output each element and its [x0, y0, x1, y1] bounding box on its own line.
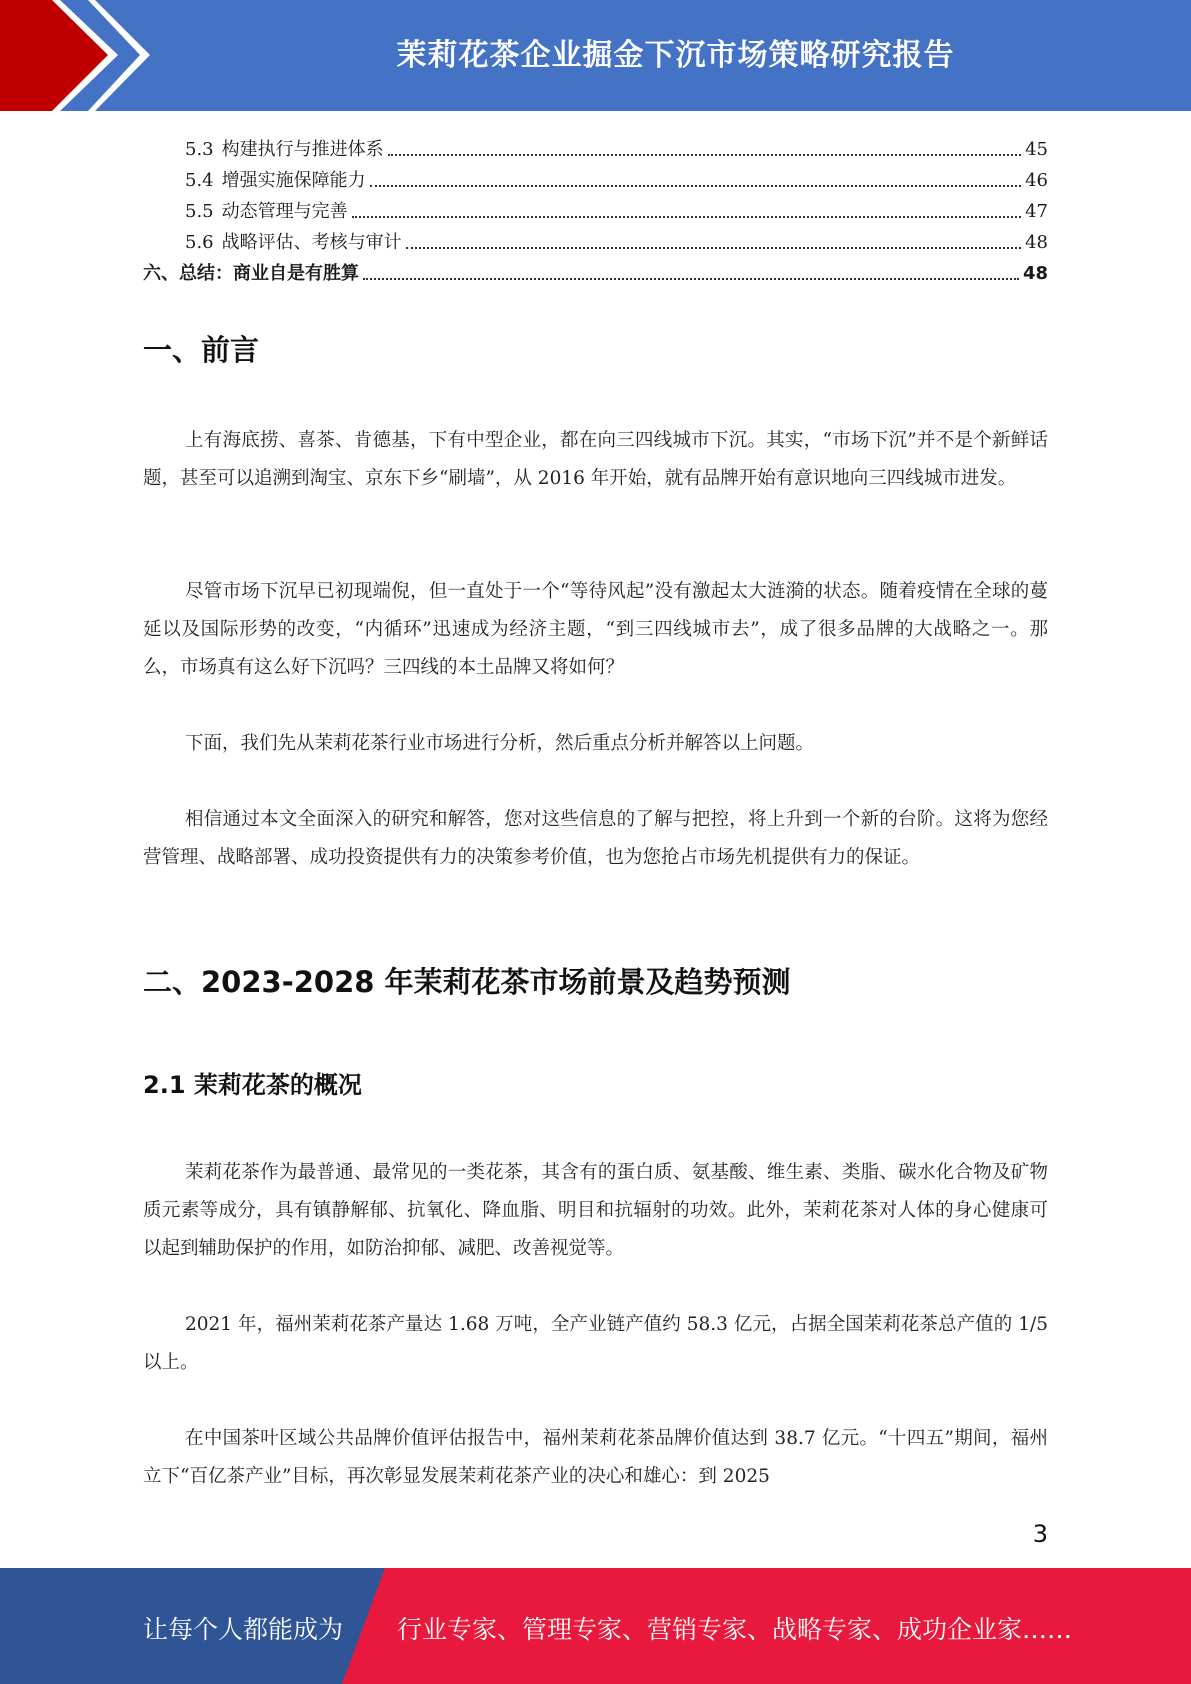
toc-label: 构建执行与推进体系: [221, 139, 384, 160]
toc-page-number: 46: [1025, 170, 1048, 191]
paragraph: 上有海底捞、喜茶、肯德基，下有中型企业，都在向三四线城市下沉。其实，“市场下沉”并不是个新鲜话题，甚至可以追溯到淘宝、京东下乡“刷墙”，从 2016 年开始，就有品牌开始有意识地向三四线城市进发。: [143, 430, 1048, 489]
subsection-heading: 2.1 茉莉花茶的概况: [143, 1071, 362, 1099]
toc-leader-dots: [388, 154, 1021, 156]
section-heading: 二、2023-2028 年茉莉花茶市场前景及趋势预测: [143, 965, 791, 999]
page-header: [0, 0, 1191, 111]
toc-number: 5.6: [185, 232, 214, 253]
toc-leader-dots: [363, 278, 1019, 280]
toc-entry[interactable]: [143, 192, 1048, 223]
toc-number: 5.5: [185, 201, 214, 222]
paragraph: 尽管市场下沉早已初现端倪，但一直处于一个“等待风起”没有激起太大涟漪的状态。随着疫情在全球的蔓延以及国际形势的改变，“内循环”迅速成为经济主题，“到三四线城市去”，成了很多品牌的大战略之一。那么，市场真有这么好下沉吗？三四线的本土品牌又将如何？: [143, 581, 1048, 678]
toc-page-number: 47: [1025, 201, 1048, 222]
toc-page-number: 48: [1025, 232, 1048, 253]
toc-entry-main[interactable]: [143, 254, 1048, 285]
paragraph: 茉莉花茶作为最普通、最常见的一类花茶，其含有的蛋白质、氨基酸、维生素、类脂、碳水化合物及矿物质元素等成分，具有镇静解郁、抗氧化、降血脂、明目和抗辐射的功效。此外，茉莉花茶对人体的身心健康可以起到辅助保护的作用，如防治抑郁、减肥、改善视觉等。: [143, 1162, 1048, 1259]
toc-entry[interactable]: [143, 223, 1048, 254]
table-of-contents: [143, 130, 1048, 285]
section-heading: 一、前言: [143, 333, 260, 367]
paragraph: 相信通过本文全面深入的研究和解答，您对这些信息的了解与把控，将上升到一个新的台阶。这将为您经营管理、战略部署、成功投资提供有力的决策参考价值，也为您抢占市场先机提供有力的保证。: [143, 809, 1048, 868]
footer-slogan-right: 行业专家、管理专家、营销专家、战略专家、成功企业家……: [397, 1615, 1073, 1644]
toc-leader-dots: [406, 247, 1021, 249]
toc-label: 战略评估、考核与审计: [221, 232, 402, 253]
toc-entry[interactable]: [143, 130, 1048, 161]
toc-label: 增强实施保障能力: [221, 170, 366, 191]
red-arrow-logo: [0, 0, 160, 111]
toc-number: 5.3: [185, 139, 214, 160]
paragraph: 下面，我们先从茉莉花茶行业市场进行分析，然后重点分析并解答以上问题。: [185, 733, 815, 754]
footer-slogan-left: 让每个人都能成为: [143, 1615, 344, 1644]
toc-leader-dots: [352, 216, 1021, 218]
toc-number: 5.4: [185, 170, 214, 191]
report-title: 茉莉花茶企业掘金下沉市场策略研究报告: [396, 38, 955, 73]
page-footer: [0, 1568, 1191, 1684]
toc-label: 动态管理与完善: [221, 201, 348, 222]
toc-page-number: 48: [1022, 263, 1048, 284]
toc-entry[interactable]: [143, 161, 1048, 192]
paragraph: 在中国茶叶区域公共品牌价值评估报告中，福州茉莉花茶品牌价值达到 38.7 亿元。“十四五”期间，福州立下“百亿茶产业”目标，再次彰显发展茉莉花茶产业的决心和雄心：到 2025: [143, 1428, 1048, 1487]
paragraph: 2021 年，福州茉莉花茶产量达 1.68 万吨，全产业链产值约 58.3 亿元，占据全国茉莉花茶总产值的 1/5 以上。: [143, 1314, 1048, 1373]
page-number: 3: [1032, 1520, 1048, 1548]
toc-label: 六、总结：商业自是有胜算: [143, 263, 359, 284]
toc-leader-dots: [370, 185, 1021, 187]
toc-page-number: 45: [1025, 139, 1048, 160]
